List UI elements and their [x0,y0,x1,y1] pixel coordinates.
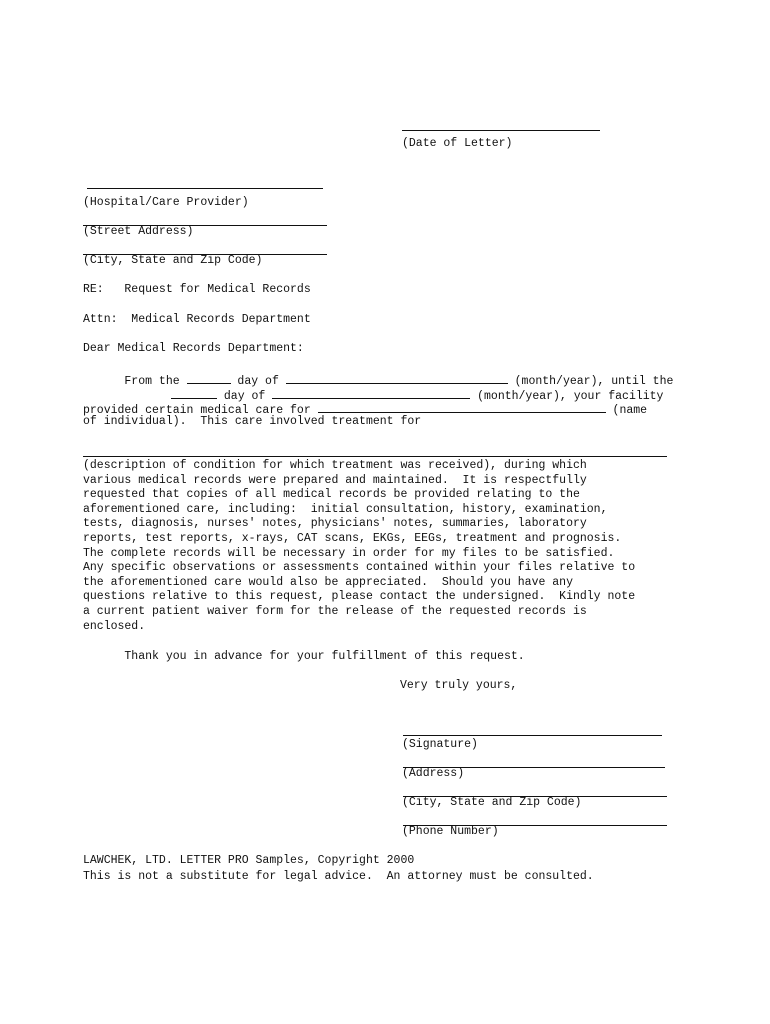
footer-disclaimer: This is not a substitute for legal advice. An attorney must be consulted. [83,870,594,883]
paragraph-line: questions relative to this request, please contact the undersigned. Kindly note [83,590,636,604]
body-text: (month/year), your facility [470,390,664,403]
body-text: (name [605,404,648,417]
address-label: (Address) [402,767,465,780]
paragraph-line: a current patient waiver form for the release of the requested records is [83,604,587,618]
paragraph-line: (description of condition for which treatment was received), during which [83,459,587,472]
individual-name-blank [318,400,606,413]
paragraph-line: requested that copies of all medical records be provided relating to the [83,488,580,502]
attn-line: Attn: Medical Records Department [83,313,311,326]
street-label: (Street Address) [83,225,194,238]
body-text: day of [230,375,286,388]
re-line: RE: Request for Medical Records [83,283,311,296]
footer-copyright: LAWCHEK, LTD. LETTER PRO Samples, Copyright 2000 [83,854,415,867]
paragraph-line: The complete records will be necessary in order for my files to be satisfied. [83,546,615,560]
city-label: (City, State and Zip Code) [83,254,263,267]
date-label: (Date of Letter) [402,137,513,150]
condition-line [83,456,667,457]
paragraph-line: aforementioned care, including: initial consultation, history, examination, [83,502,608,516]
until-day-blank [171,386,217,399]
paragraph-line: various medical records were prepared and maintained. It is respectfully [83,473,587,487]
sender-city-label: (City, State and Zip Code) [402,796,582,809]
paragraph-line: tests, diagnosis, nurses' notes, physicians' notes, summaries, laboratory [83,517,587,531]
from-month-year-blank [286,371,508,384]
body-text: (month/year), until the [507,375,674,388]
body-line-4: of individual). This care involved treatment for [83,415,422,428]
paragraph-line: Any specific observations or assessments contained within your files relative to [83,561,636,575]
until-month-year-blank [272,386,470,399]
salutation: Dear Medical Records Department: [83,342,304,355]
body-text: day of [217,390,273,403]
provider-line [87,188,323,189]
provider-label: (Hospital/Care Provider) [83,196,249,209]
phone-label: (Phone Number) [402,825,499,838]
body-paragraph [83,459,635,634]
paragraph-line: the aforementioned care would also be appreciated. Should you have any [83,575,573,589]
signature-label: (Signature) [402,738,478,751]
body-text: provided certain medical care for [83,404,318,417]
closing: Very truly yours, [400,679,518,692]
thanks-line: Thank you in advance for your fulfillment of this request. [83,650,525,663]
body-text: From the [83,375,187,388]
signature-line [403,735,662,736]
date-line [402,130,600,131]
paragraph-line: reports, test reports, x-rays, CAT scans, EKGs, EEGs, treatment and prognosis. [83,531,622,545]
from-day-blank [187,371,231,384]
paragraph-line: enclosed. [83,619,146,633]
